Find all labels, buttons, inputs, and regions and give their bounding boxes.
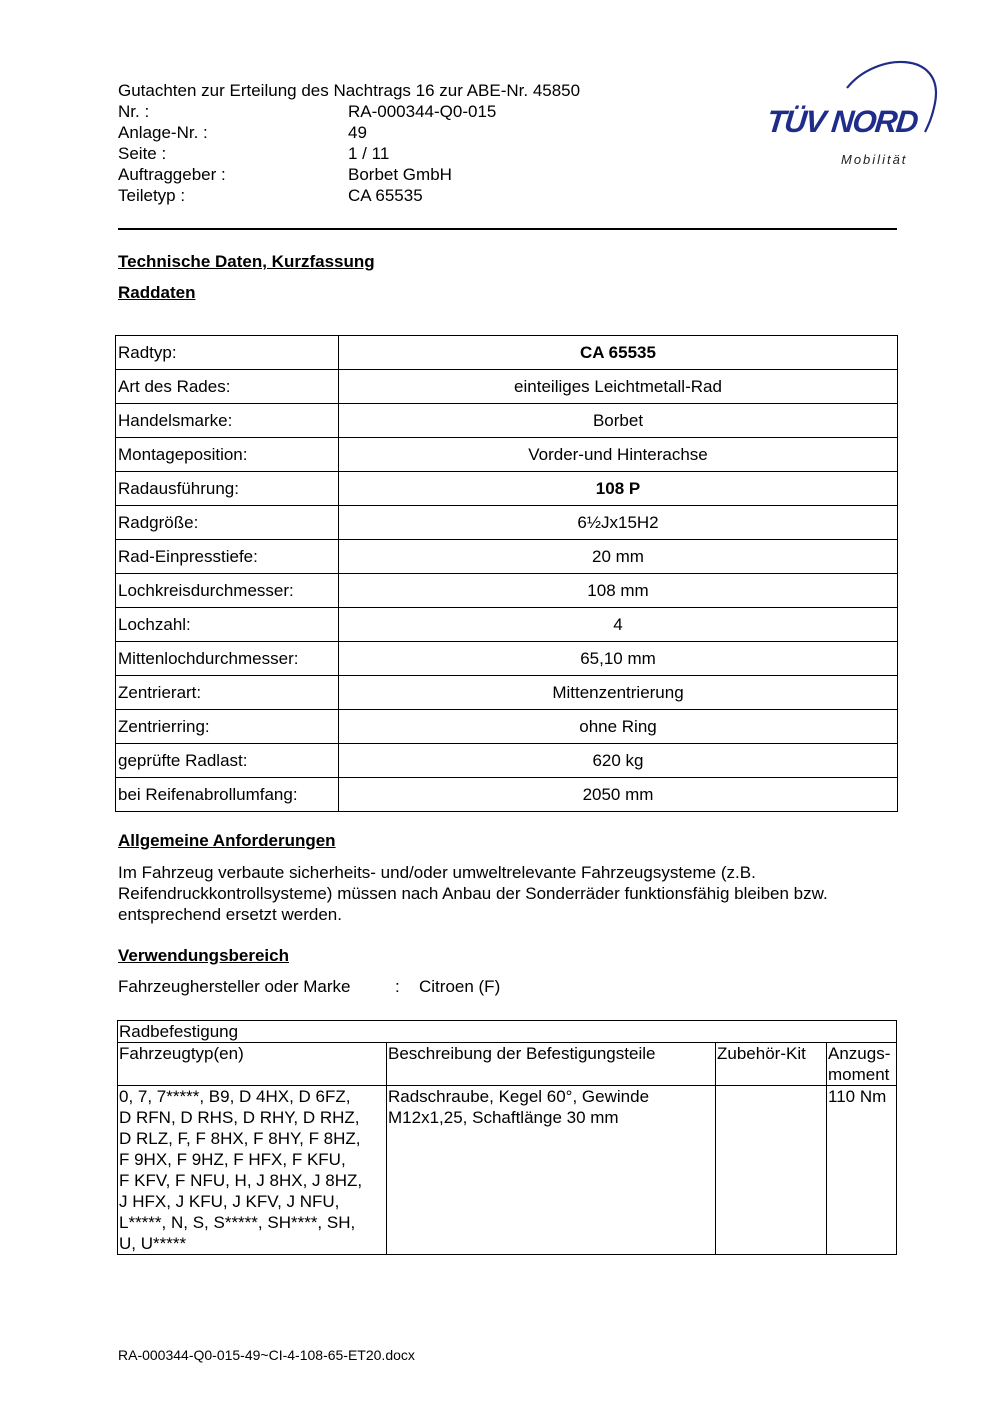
spec-value: 65,10 mm bbox=[339, 642, 898, 676]
fahrzeugtyp-line: D RLZ, F, F 8HX, F 8HY, F 8HZ, bbox=[119, 1129, 361, 1148]
spec-label: Montageposition: bbox=[116, 438, 339, 472]
beschreibung-cell bbox=[387, 1086, 716, 1255]
spec-label: Handelsmarke: bbox=[116, 404, 339, 438]
fahrzeugtyp-line: J HFX, J KFU, J KFV, J NFU, bbox=[119, 1192, 340, 1211]
spec-value: einteiliges Leichtmetall-Rad bbox=[339, 370, 898, 404]
fahrzeugtyp-line: L*****, N, S, S*****, SH****, SH, bbox=[119, 1213, 356, 1232]
beschreibung-line: M12x1,25, Schaftlänge 30 mm bbox=[388, 1108, 619, 1127]
verwendung-row bbox=[118, 977, 501, 997]
fahrzeugtyp-line: F 9HX, F 9HZ, F HFX, F KFU, bbox=[119, 1150, 346, 1169]
header-anzug-line2: moment bbox=[828, 1065, 890, 1084]
meta-label: Seite : bbox=[118, 144, 167, 163]
meta-row-nr bbox=[118, 101, 580, 122]
meta-label: Nr. : bbox=[118, 102, 150, 121]
spec-value: 4 bbox=[339, 608, 898, 642]
meta-value: CA 65535 bbox=[348, 186, 423, 205]
fahrzeugtyp-line: U, U***** bbox=[119, 1234, 187, 1253]
spec-label: Lochkreisdurchmesser: bbox=[116, 574, 339, 608]
table-row bbox=[116, 608, 898, 642]
spec-value: Vorder-und Hinterachse bbox=[339, 438, 898, 472]
meta-label: Teiletyp : bbox=[118, 186, 186, 205]
table-row bbox=[116, 336, 898, 370]
header-anzug-line1: Anzugs- bbox=[828, 1044, 891, 1063]
spec-value: 2050 mm bbox=[339, 778, 898, 812]
zubehoer-cell bbox=[716, 1086, 827, 1255]
table-row bbox=[116, 540, 898, 574]
spec-label: Radausführung: bbox=[116, 472, 339, 506]
meta-value: Borbet GmbH bbox=[348, 165, 452, 184]
verwendung-value: Citroen (F) bbox=[419, 977, 501, 996]
heading-allgemeine-anforderungen: Allgemeine Anforderungen bbox=[118, 831, 336, 850]
meta-row-anlage bbox=[118, 122, 580, 143]
verwendung-colon: : bbox=[395, 977, 400, 996]
spec-label: Radtyp: bbox=[116, 336, 339, 370]
fahrzeugtyp-line: F KFV, F NFU, H, J 8HX, J 8HZ, bbox=[119, 1171, 363, 1190]
spec-label: Zentrierart: bbox=[116, 676, 339, 710]
heading-technische-daten: Technische Daten, Kurzfassung bbox=[118, 252, 375, 271]
spec-value: Mittenzentrierung bbox=[339, 676, 898, 710]
meta-row-auftraggeber bbox=[118, 164, 580, 185]
spec-label: Radgröße: bbox=[116, 506, 339, 540]
header-beschreibung: Beschreibung der Befestigungsteile bbox=[387, 1043, 716, 1086]
radbefestigung-title: Radbefestigung bbox=[118, 1021, 897, 1043]
spec-value: 108 mm bbox=[339, 574, 898, 608]
allgemein-paragraph: Im Fahrzeug verbaute sicherheits- und/oder umweltrelevante Fahrzeugsysteme (z.B. Reifendruckkontrollsysteme) müssen nach Anbau der Sonderräder funktionsfähig bleiben bzw. entsprechend ersetzt werden. bbox=[118, 863, 828, 924]
raddaten-table bbox=[115, 335, 898, 812]
table-row bbox=[116, 710, 898, 744]
spec-label: Rad-Einpresstiefe: bbox=[116, 540, 339, 574]
meta-value: 1 / 11 bbox=[348, 144, 390, 163]
tuv-nord-logo bbox=[765, 58, 945, 173]
table-row bbox=[116, 676, 898, 710]
fahrzeugtyp-cell bbox=[118, 1086, 387, 1255]
spec-value: 620 kg bbox=[339, 744, 898, 778]
header-zubehoer-kit: Zubehör-Kit bbox=[716, 1043, 827, 1086]
meta-label: Auftraggeber : bbox=[118, 165, 226, 184]
header-fahrzeugtyp: Fahrzeugtyp(en) bbox=[118, 1043, 387, 1086]
document-header bbox=[118, 80, 580, 206]
meta-label: Anlage-Nr. : bbox=[118, 123, 208, 142]
header-divider bbox=[118, 228, 897, 230]
fahrzeugtyp-line: 0, 7, 7*****, B9, D 4HX, D 6FZ, bbox=[119, 1087, 351, 1106]
spec-label: Mittenlochdurchmesser: bbox=[116, 642, 339, 676]
spec-value: 6½Jx15H2 bbox=[339, 506, 898, 540]
table-title-row bbox=[118, 1021, 897, 1043]
heading-verwendungsbereich: Verwendungsbereich bbox=[118, 946, 289, 965]
meta-value: RA-000344-Q0-015 bbox=[348, 102, 497, 121]
header-anzugsmoment bbox=[827, 1043, 897, 1086]
spec-label: Lochzahl: bbox=[116, 608, 339, 642]
meta-row-seite bbox=[118, 143, 580, 164]
table-row bbox=[116, 778, 898, 812]
spec-value: ohne Ring bbox=[339, 710, 898, 744]
spec-value: 20 mm bbox=[339, 540, 898, 574]
spec-label: geprüfte Radlast: bbox=[116, 744, 339, 778]
meta-value: 49 bbox=[348, 123, 367, 142]
table-row bbox=[116, 438, 898, 472]
spec-label: bei Reifenabrollumfang: bbox=[116, 778, 339, 812]
verwendung-label: Fahrzeughersteller oder Marke bbox=[118, 977, 351, 996]
fahrzeugtyp-line: D RFN, D RHS, D RHY, D RHZ, bbox=[119, 1108, 360, 1127]
table-row bbox=[116, 404, 898, 438]
spec-label: Zentrierring: bbox=[116, 710, 339, 744]
footer-filename: RA-000344-Q0-015-49~CI-4-108-65-ET20.docx bbox=[118, 1347, 415, 1363]
spec-label: Art des Rades: bbox=[116, 370, 339, 404]
table-row bbox=[118, 1086, 897, 1255]
table-row bbox=[116, 574, 898, 608]
beschreibung-line: Radschraube, Kegel 60°, Gewinde bbox=[388, 1087, 650, 1106]
table-row bbox=[116, 642, 898, 676]
table-row bbox=[116, 744, 898, 778]
spec-value: CA 65535 bbox=[339, 336, 898, 370]
heading-raddaten: Raddaten bbox=[118, 283, 196, 302]
table-row bbox=[116, 370, 898, 404]
meta-row-teiletyp bbox=[118, 185, 580, 206]
radbefestigung-table bbox=[117, 1020, 897, 1255]
spec-value: 108 P bbox=[339, 472, 898, 506]
logo-brand: TÜV NORD bbox=[765, 104, 919, 139]
logo-subtitle: Mobilität bbox=[841, 152, 908, 167]
document-title: Gutachten zur Erteilung des Nachtrags 16 zur ABE-Nr. 45850 bbox=[118, 81, 581, 100]
table-header-row bbox=[118, 1043, 897, 1086]
spec-value: Borbet bbox=[339, 404, 898, 438]
table-row bbox=[116, 472, 898, 506]
table-row bbox=[116, 506, 898, 540]
anzugsmoment-cell: 110 Nm bbox=[827, 1086, 897, 1255]
